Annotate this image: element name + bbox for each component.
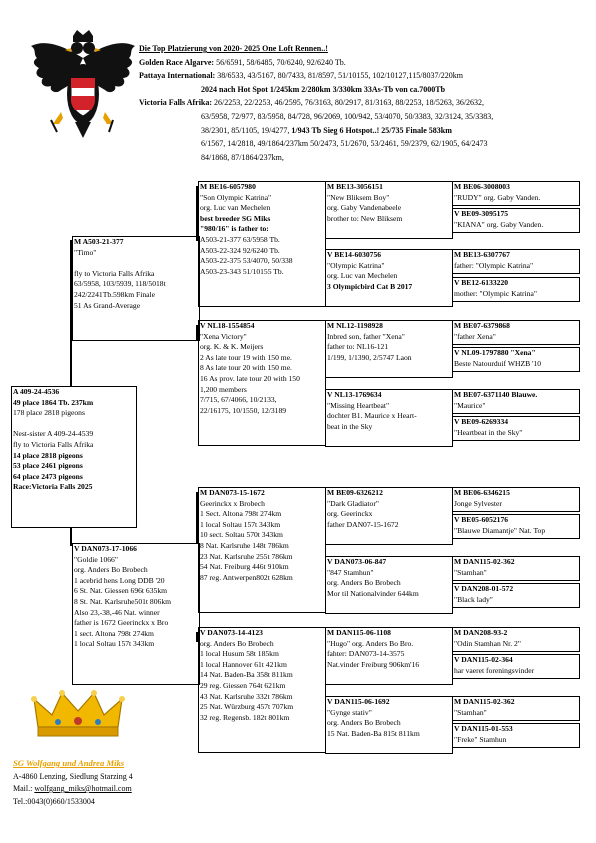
pedigree-line: 14 place 2818 pigeons [13,450,83,460]
pedigree-line: dochter B1. Maurice x Heart- [327,411,417,421]
header-line: Victoria Falls Afrika: 26/2253, 22/2253, 46/2595, 76/3163, 80/2917, 81/3163, 88/2253, 18/5263, 36/2632, [139,98,485,108]
pedigree-line: "New Bliksem Boy" [327,192,390,202]
pedigree-connector [196,492,198,544]
header-line: 84/1868, 87/1864/237km, [201,152,284,162]
pedigree-line: Nat.vinder Freiburg 906km'16 [327,659,420,669]
pedigree-line: 29 reg. Giessen 764t 621km [200,680,286,690]
gen4-box-3-text [454,250,578,271]
sire-box-text [74,237,198,311]
pedigree-line: org. Luc van Mechelen [327,271,398,281]
pedigree-line: "Stamhan" [454,567,487,577]
pedigree-line: V NL09-1797880 "Xena" [454,348,536,357]
pedigree-line: 87 reg. Antwerpen802t 628km [200,572,293,582]
pedigree-line: 15 Nat. Baden-Ba 815t 811km [327,728,420,738]
pedigree-line: "Stamhan" [454,707,487,717]
pedigree-line: org. Geerinckx [327,509,373,519]
pedigree-line: "Timo" [74,247,97,257]
pedigree-line: 49 place 1864 Tb. 237km [13,397,94,407]
pedigree-line: fahter: DAN073-14-3575 [327,649,405,659]
pedigree-line: har vaeret foreningsvinder [454,665,535,675]
pedigree-line: M DAN115-02-362 [454,557,515,566]
pedigree-line: "Gynge stativ" [327,707,372,717]
pedigree-connector [196,632,198,642]
header-line: 63/5958, 72/977, 83/5958, 84/728, 96/2069, 100/942, 53/4070, 50/3383, 32/3124, 35/3383, [201,111,494,121]
breeder-tel: Tel.:0043(0)660/1533004 [13,797,95,806]
pedigree-line: M BE06-6346215 [454,488,510,497]
pedigree-line: V DAN115-06-1692 [327,697,390,706]
pedigree-line: 6 St. Nat. Giessen 696t 635km [74,586,168,596]
pedigree-line: 43 Nat. Karlsruhe 332t 786km [200,691,293,701]
dam-box-text [74,544,198,650]
pedigree-line: M DAN115-06-1108 [327,628,391,637]
pedigree-line: M BE09-6326212 [327,488,383,497]
pedigree-line: M BE16-6057980 [200,182,256,191]
pedigree-line: 1 local Soltau 157t 343km [74,639,155,649]
pedigree-line: M BE13-6307767 [454,250,510,259]
pedigree-connector [196,325,198,341]
pedigree-line: Beste Natourduif WHZB '10 [454,358,542,368]
pedigree-line: Also 23,-38,-46 Nat. winner [74,607,160,617]
pedigree-line: "Missing Heartbeat" [327,400,390,410]
gen4-box-4-text [454,278,578,299]
pedigree-line: "980/16" is father to: [200,224,269,234]
pedigree-line: fly to Victoria Falls Afrika [74,268,155,278]
pedigree-line: 25 Nat. Würzburg 457t 707km [200,702,294,712]
pedigree-line: 1 local Hannover 61t 421km [200,659,287,669]
pedigree-line: 23 Nat. Karlsruhe 255t 786km [200,551,293,561]
pedigree-line: fly to Victoria Falls Afrika [13,439,94,449]
pedigree-line: Race:Victoria Falls 2025 [13,482,93,492]
gen4-box-10-text [454,515,578,536]
breeder-address: A-4860 Lenzing, Siedlung Starzing 4 [13,772,133,781]
pedigree-line: M DAN073-15-1672 [200,488,265,497]
gen3-box-4-text [327,390,451,432]
gen4-box-12-text [454,584,578,605]
pedigree-line: M A503-21-377 [74,237,124,246]
pedigree-line: "RUDY" org. Gaby Vanden. [454,192,541,202]
pedigree-line: "Olympic Katrina" [327,260,385,270]
pedigree-line: 54 Nat. Freiburg 446t 910km [200,562,289,572]
pedigree-line: best breeder SG Miks [200,213,271,223]
header-line: Pattaya International: 38/6533, 43/5167, 80/7433, 81/8597, 51/10155, 102/10127,115/8037/220km [139,71,463,81]
pedigree-line: "Son Olympic Katrina" [200,192,272,202]
pedigree-connector [196,186,198,241]
pedigree-line: M DAN115-02-362 [454,697,515,706]
breeder-mail: Mail.: wolfgang_miks@hotmail.com [13,784,132,793]
pedigree-line: "Heartbeat in the Sky" [454,427,523,437]
grandparent-box-2-text [200,321,324,416]
pedigree-line: "Odin Stamhan Nr. 2" [454,638,521,648]
pedigree-line: "Maurice" [454,400,486,410]
pedigree-line: "KIANA" org. Gaby Vanden. [454,219,544,229]
pedigree-line: 1,200 members [200,384,247,394]
gen4-box-11-text [454,557,578,578]
pedigree-line: Inbred son, father "Xena" [327,331,405,341]
pedigree-line: 51 As Grand-Average [74,300,141,310]
pedigree-line: 1 acebrid hens Long DDB '20 [74,575,165,585]
pedigree-line: org. Anders Bo Brobech [327,578,401,588]
pedigree-line: 1 local Soltau 157t 343km [200,519,281,529]
pedigree-line: father is 1672 Geerinckx x Bro [74,618,169,628]
pedigree-line: 3 Olympicbird Cat B 2017 [327,281,413,291]
pedigree-line: mother: "Olympic Katrina" [454,288,537,298]
header-line: 6/1567, 14/2818, 49/1864/237km 50/2473, 51/2670, 53/2461, 59/2379, 62/1905, 64/2473 [201,139,488,149]
pedigree-line: 1/199, 1/1390, 2/5747 Laon [327,352,412,362]
pedigree-line: "847 Stamhun" [327,567,374,577]
pedigree-line: M NL12-1198928 [327,321,383,330]
gen4-box-6-text [454,348,578,369]
pedigree-line: org. Anders Bo Brobech [74,565,148,575]
grandparent-box-4-text [200,628,324,723]
gen4-box-14-text [454,655,578,676]
pedigree-line: A503-22-324 92/6240 Tb. [200,245,280,255]
pedigree-line: A503-22-375 53/4070, 50/338 [200,256,293,266]
gen4-box-2-text [454,209,578,230]
pedigree-line: "Goldie 1066" [74,554,118,564]
pedigree-line: V NL13-1769634 [327,390,382,399]
pedigree-line: 1 Sect. Altona 798t 274km [200,509,282,519]
subject-box-text [13,387,135,493]
page-title: Die Top Platzierung von 2020- 2025 One Loft Rennen..! [139,44,328,53]
pedigree-line: org. Gaby Vandenabeele [327,203,402,213]
pedigree-line: 16 As prov. late tour 20 with 150 [200,373,300,383]
pedigree-line: 242/2241Tb.598km Finale [74,289,155,299]
pedigree-line: father DAN07-15-1672 [327,519,399,529]
pedigree-line: 1 local Husum 58t 185km [200,649,279,659]
pedigree-line: 8 St. Nat. Karlsruhe501t 806km [74,596,172,606]
gen4-box-5-text [454,321,578,342]
pedigree-line: A503-21-377 63/5958 Tb. [200,234,280,244]
pedigree-line: 2 As late tour 19 with 150 me. [200,352,292,362]
pedigree-line: "Hugo" org. Anders Bo Bro. [327,638,414,648]
pedigree-line: A503-23-343 51/10155 Tb. [200,266,284,276]
pedigree-line: father: "Olympic Katrina" [454,260,534,270]
gen3-box-1-text [327,182,451,224]
pedigree-line: V DAN073-17-1066 [74,544,137,553]
pedigree-line: org. Anders Bo Brobech [200,638,274,648]
gen3-box-8-text [327,697,451,739]
pedigree-line: beat in the Sky [327,421,373,431]
mail-link[interactable]: wolfgang_miks@hotmail.com [34,784,132,793]
pedigree-line: V DAN208-01-572 [454,584,514,593]
pedigree-line: M DAN208-93-2 [454,628,508,637]
gen4-box-15-text [454,697,578,718]
pedigree-line: V BE12-6133220 [454,278,509,287]
header-line: Golden Race Algarve: 56/6591, 58/6485, 70/6240, 92/6240 Tb. [139,57,346,67]
pedigree-line: A 409-24-4536 [13,387,60,396]
pedigree-line: org. Luc van Mechelen [200,203,271,213]
pedigree-line: V DAN115-01-553 [454,724,513,733]
pedigree-line: 64 place 2473 pigeons [13,471,83,481]
pedigree-line: M BE13-3056151 [327,182,383,191]
gen4-box-8-text [454,417,578,438]
pedigree-line: org. Anders Bo Brobech [327,718,401,728]
pedigree-line: 14 Nat. Baden-Ba 358t 811km [200,670,293,680]
pedigree-line: org. K. & K. Meijers [200,342,264,352]
gen4-box-9-text [454,488,578,509]
gen3-box-6-text [327,557,451,599]
header-line: 38/2301, 85/1105, 19/4277, 1/943 Tb Sieg 6 Hotspot..! 25/735 Finale 583km [201,125,452,135]
pedigree-line: M BE07-6379868 [454,321,510,330]
pedigree-connector [70,240,72,386]
pedigree-line: V DAN073-06-847 [327,557,387,566]
pedigree-line: "Freke" Stamhun [454,734,507,744]
pedigree-line: 1 sect. Altona 798t 274km [74,628,154,638]
gen3-box-3-text [327,321,451,363]
gen4-box-16-text [454,724,578,745]
pedigree-line: Mor til Nationalvinder 644km [327,588,419,598]
pedigree-line: 178 place 2818 pigeons [13,408,85,418]
pedigree-line: V BE05-6052176 [454,515,509,524]
pedigree-line: "Xena Victory" [200,331,247,341]
gen4-box-7-text [454,390,578,411]
pedigree-line: "father Xena" [454,331,496,341]
gen4-box-13-text [454,628,578,649]
pedigree-line: Nest-sister A 409-24-4539 [13,429,94,439]
pedigree-line [74,258,198,269]
grandparent-box-3-text [200,488,324,583]
pedigree-line: 10 sect. Soltau 570t 343km [200,530,283,540]
pedigree-line: brother to: New Bliksem [327,213,403,223]
pedigree-line: 53 place 2461 pigeons [13,461,83,471]
grandparent-box-1-text [200,182,324,277]
pedigree-line: 22/16175, 10/1550, 12/3189 [200,405,287,415]
austrian-eagle-icon [27,28,139,150]
pedigree-line: Jonge Sylvester [454,498,502,508]
pedigree-line: V NL18-1554854 [200,321,255,330]
pedigree-line: "Dark Gladiator" [327,498,379,508]
crown-icon [30,687,126,741]
gen3-box-7-text [327,628,451,670]
results-header [139,42,493,164]
pedigree-line: M BE07-6371140 Blauwe. [454,390,538,399]
pedigree-line: V BE09-6269334 [454,417,509,426]
pedigree-connector [70,528,72,546]
pedigree-line: M BE06-3008003 [454,182,510,191]
pedigree-line: "Black lady" [454,594,493,604]
pedigree-line: V BE14-6030756 [327,250,382,259]
pedigree-line: 7/715, 67/4066, 10/2133, [200,395,277,405]
pedigree-line: father to: NL16-121 [327,342,389,352]
pedigree-line: V DAN073-14-4123 [200,628,263,637]
pedigree-line: 32 reg. Regensb. 182t 801km [200,712,290,722]
pedigree-line [13,419,135,430]
pedigree-line: V DAN115-02-364 [454,655,513,664]
pedigree-line: V BE09-3095175 [454,209,509,218]
pedigree-line: 8 Nat. Karlsruhe 148t 786km [200,540,289,550]
gen4-box-1-text [454,182,578,203]
pedigree-line: Geerinckx x Brobech [200,498,265,508]
pedigree-line: "Blauwe Diamantje" Nat. Top [454,525,546,535]
gen3-box-5-text [327,488,451,530]
gen3-box-2-text [327,250,451,292]
pedigree-line: 8 As late tour 20 with 150 me. [200,363,292,373]
header-line: 2024 nach Hot Spot 1/245km 2/280km 3/330km 33As-Tb von ca.7000Tb [201,84,446,94]
breeder-name: SG Wolfgang und Andrea Miks [13,758,125,768]
pedigree-line: 63/5958, 103/5939, 118/5018t [74,279,166,289]
